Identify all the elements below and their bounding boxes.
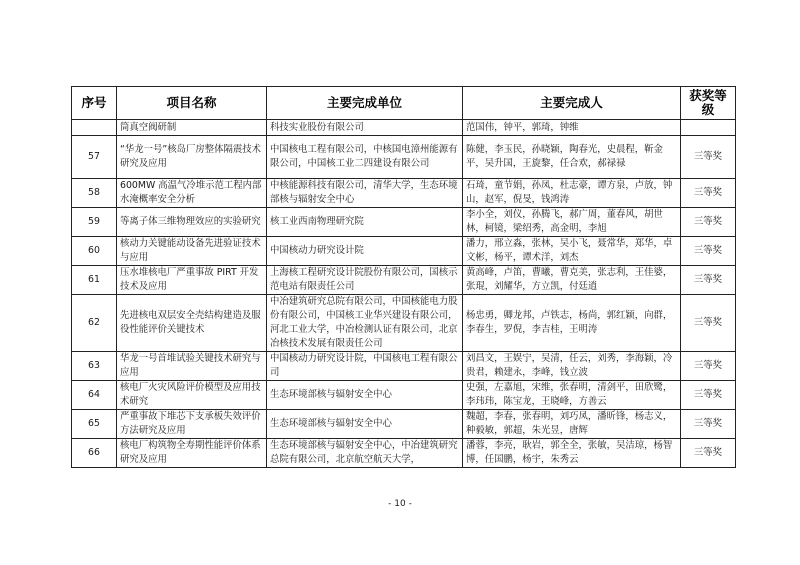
row-grade: 三等奖 <box>681 266 736 295</box>
table-header-row <box>72 87 736 120</box>
row-people: 潘力，邢立淼，张林，吴小飞，聂常华，郑华，卓文彬，杨平，谭术洋，刘杰 <box>463 237 681 266</box>
row-project: “华龙一号”核岛厂房整体隔震技术研究及应用 <box>117 136 267 179</box>
row-project: 先进核电双层安全壳结构建造及服役性能评价关键技术 <box>117 295 267 352</box>
row-grade: 三等奖 <box>681 352 736 381</box>
row-grade: 三等奖 <box>681 208 736 237</box>
row-grade <box>681 120 736 136</box>
row-index: 65 <box>72 410 117 439</box>
row-people: 魏超，李春，张春明，刘巧凤，潘昕锋，杨志义，种毅敏，郭超，朱光昱，唐辉 <box>463 410 681 439</box>
row-people: 陈健，李玉民，孙晓颖，陶春光，史晨程，靳金平，吴升国，王旋黎，任合欢，郝禄禄 <box>463 136 681 179</box>
page-number: - 10 - <box>388 499 412 509</box>
row-project: 600MW 高温气冷堆示范工程内部水淹概率安全分析 <box>117 179 267 208</box>
row-units: 中冶建筑研究总院有限公司，中国核能电力股份有限公司，中国核工业华兴建设有限公司，河北工业大学，中冶检测认证有限公司，北京冶核技术发展有限责任公司 <box>267 295 463 352</box>
awards-table <box>71 86 736 468</box>
row-people: 史强，左嘉旭，宋维，张春明，清剑平，田欣鹭，李玮玮，陈宝龙，王晓峰，方善云 <box>463 381 681 410</box>
row-grade: 三等奖 <box>681 439 736 468</box>
header-project-name: 项目名称 <box>117 87 267 120</box>
row-units: 生态环境部核与辐射安全中心 <box>267 410 463 439</box>
row-project: 严重事故下堆芯下支承板失效评价方法研究及应用 <box>117 410 267 439</box>
table-row <box>72 120 736 136</box>
row-people: 黄高峰，卢笛，曹曦，曹克美，张志利，王佳婆，张琨，刘耀华，方立凯，付廷逍 <box>463 266 681 295</box>
row-units: 生态环境部核与辐射安全中心，中冶建筑研究总院有限公司，北京航空航天大学， <box>267 439 463 468</box>
row-people: 刘昌文，王娱宁，吴清，任云，刘秀，李海颖，冷贵君，赖建永，李峰，钱立波 <box>463 352 681 381</box>
row-grade: 三等奖 <box>681 295 736 352</box>
row-units: 中国核动力研究设计院，中国核电工程有限公司 <box>267 352 463 381</box>
row-project: 核电厂构筑物全寿期性能评价体系研究及应用 <box>117 439 267 468</box>
row-project: 核动力关键能动设备先进验证技术与应用 <box>117 237 267 266</box>
table-row <box>72 439 736 468</box>
row-index <box>72 120 117 136</box>
row-units: 科技实业股份有限公司 <box>267 120 463 136</box>
row-grade: 三等奖 <box>681 237 736 266</box>
row-units: 中核能源科技有限公司，清华大学，生态环境部核与辐射安全中心 <box>267 179 463 208</box>
row-index: 66 <box>72 439 117 468</box>
row-grade: 三等奖 <box>681 381 736 410</box>
header-main-units: 主要完成单位 <box>267 87 463 120</box>
header-main-people: 主要完成人 <box>463 87 681 120</box>
header-award-level: 获奖等级 <box>681 87 736 120</box>
row-index: 61 <box>72 266 117 295</box>
row-grade: 三等奖 <box>681 136 736 179</box>
table-row <box>72 136 736 179</box>
table-row <box>72 410 736 439</box>
row-project: 压水堆核电厂严重事故 PIRT 开发技术及应用 <box>117 266 267 295</box>
table-row <box>72 381 736 410</box>
row-units: 上海核工程研究设计院股份有限公司，国核示范电站有限责任公司 <box>267 266 463 295</box>
row-index: 59 <box>72 208 117 237</box>
row-index: 64 <box>72 381 117 410</box>
row-project: 筒真空阀研制 <box>117 120 267 136</box>
row-people: 杨忠勇，卿龙邦，卢铁志，杨尚，郭红颖，向群，李春生，罗倪，李吉桂，王明涛 <box>463 295 681 352</box>
row-people: 石琦，童节娟，孙凤，杜志豪，谭方泉，卢放，钟山，赵军，倪旻，钱鸿涛 <box>463 179 681 208</box>
table-row <box>72 266 736 295</box>
row-index: 60 <box>72 237 117 266</box>
row-people: 潘蓉，李亮，耿岩，郭全全，张敏，吴洁琼，杨智博，任国鹏，杨宇，朱秀云 <box>463 439 681 468</box>
row-units: 中国核电工程有限公司，中核国电漳州能源有限公司，中国核工业二四建设有限公司 <box>267 136 463 179</box>
table-row <box>72 352 736 381</box>
row-project: 核电厂火灾风险评价模型及应用技术研究 <box>117 381 267 410</box>
row-grade: 三等奖 <box>681 410 736 439</box>
row-project: 华龙一号首堆试验关键技术研究与应用 <box>117 352 267 381</box>
row-index: 62 <box>72 295 117 352</box>
header-index: 序号 <box>72 87 117 120</box>
table-row <box>72 179 736 208</box>
row-units: 核工业西南物理研究院 <box>267 208 463 237</box>
row-project: 等离子体三维物理效应的实验研究 <box>117 208 267 237</box>
table-row <box>72 208 736 237</box>
table-row <box>72 295 736 352</box>
row-index: 63 <box>72 352 117 381</box>
row-units: 生态环境部核与辐射安全中心 <box>267 381 463 410</box>
row-people: 范国伟，钟平，郭琦，钟维 <box>463 120 681 136</box>
row-grade: 三等奖 <box>681 179 736 208</box>
row-index: 57 <box>72 136 117 179</box>
table-row <box>72 237 736 266</box>
row-units: 中国核动力研究设计院 <box>267 237 463 266</box>
row-people: 李小全，刘仪，孙腾飞，郝广周，董春风，胡世林，柯镜，梁绍秀，高金明，李旭 <box>463 208 681 237</box>
row-index: 58 <box>72 179 117 208</box>
